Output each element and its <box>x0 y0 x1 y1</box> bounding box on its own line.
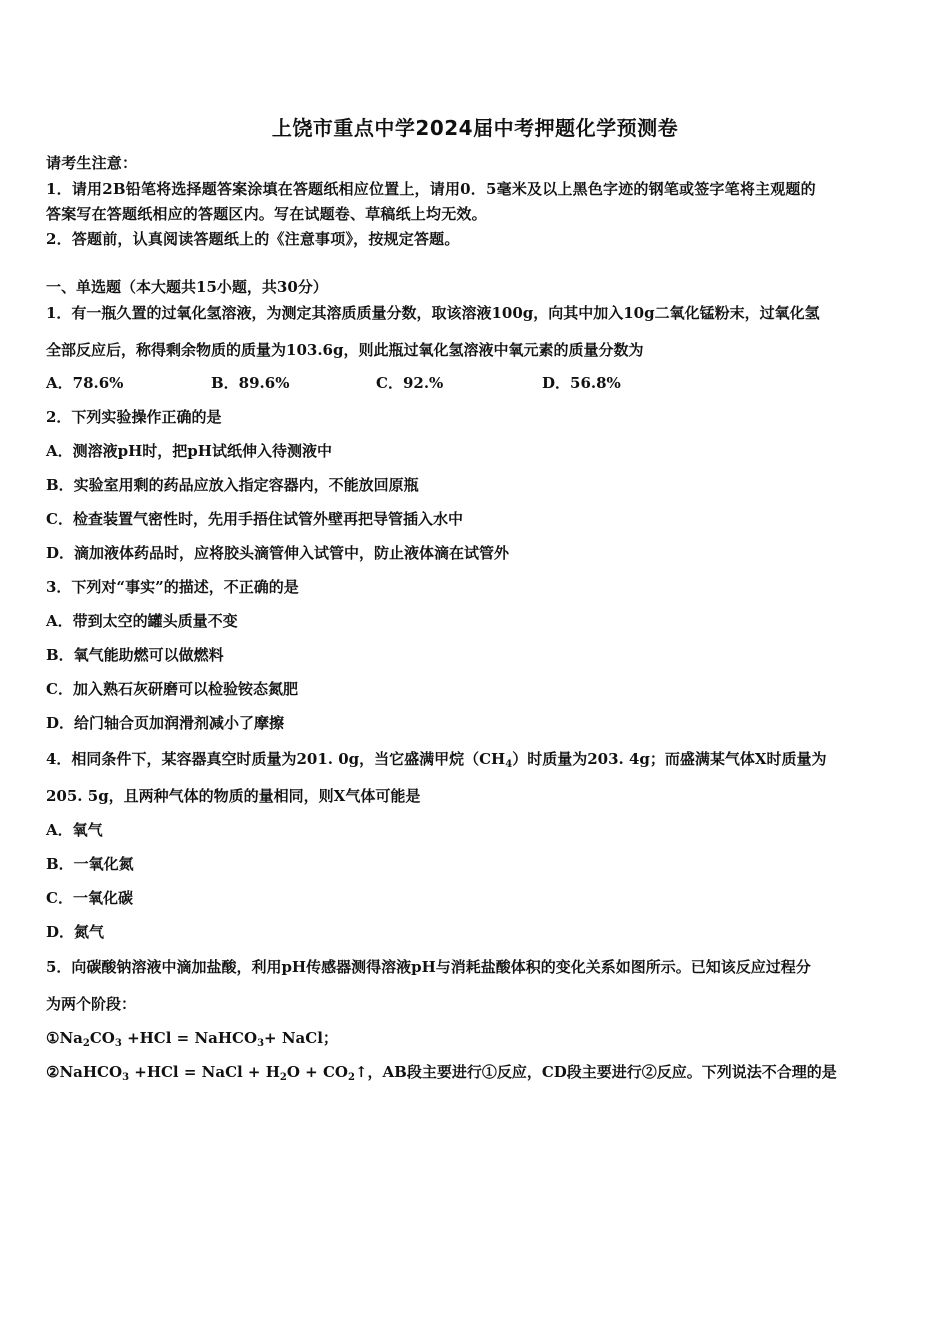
question-3-option-d: D．给门轴合页加润滑剂减小了摩擦 <box>46 714 285 732</box>
eq2-part-3: O + CO <box>286 1063 348 1081</box>
question-1-option-d: D．56.8% <box>542 374 621 392</box>
question-3-option-b: B．氧气能助燃可以做燃料 <box>46 646 224 664</box>
eq2-part-1: ②NaHCO <box>46 1063 123 1081</box>
question-1-stem-line-2: 全部反应后，称得剩余物质的质量为103.6g，则此瓶过氧化氢溶液中氧元素的质量分数为 <box>46 341 644 359</box>
question-1-option-c: C．92.% <box>376 374 444 392</box>
eq2-subscript-3: 2 <box>347 1072 355 1083</box>
eq2-subscript-2: 2 <box>279 1072 287 1083</box>
question-1-stem-line-1: 1．有一瓶久置的过氧化氢溶液，为测定其溶质质量分数，取该溶液100g，向其中加入10g二氧化锰粉末，过氧化氢 <box>46 304 820 322</box>
question-5-equation-1 <box>46 1027 338 1048</box>
question-1-option-a: A．78.6% <box>46 374 124 392</box>
question-3-option-a: A．带到太空的罐头质量不变 <box>46 612 238 630</box>
notice-item-2: 2．答题前，认真阅读答题纸上的《注意事项》，按规定答题。 <box>46 230 460 248</box>
question-4-option-c: C．一氧化碳 <box>46 889 133 907</box>
question-2-option-b: B．实验室用剩的药品应放入指定容器内，不能放回原瓶 <box>46 476 419 494</box>
question-4-line-1-text-post: ）时质量为203. 4g；而盛满某气体X时质量为 <box>512 750 827 768</box>
question-5-stem-line-1: 5．向碳酸钠溶液中滴加盐酸，利用pH传感器测得溶液pH与消耗盐酸体积的变化关系如图所示。已知该反应过程分 <box>46 958 811 976</box>
question-2-option-a: A．测溶液pH时，把pH试纸伸入待测液中 <box>46 442 332 460</box>
question-3-stem: 3．下列对“事实”的描述，不正确的是 <box>46 578 299 596</box>
eq2-part-2: +HCl = NaCl + H <box>129 1063 280 1081</box>
notice-item-1-line-1: 1．请用2B铅笔将选择题答案涂填在答题纸相应位置上，请用0．5毫米及以上黑色字迹的钢笔或签字笔将主观题的 <box>46 180 816 198</box>
eq1-part-4: + NaCl； <box>264 1029 338 1047</box>
question-2-option-d: D．滴加液体药品时，应将胶头滴管伸入试管中，防止液体滴在试管外 <box>46 544 510 562</box>
question-4-option-d: D．氮气 <box>46 923 105 941</box>
page-title: 上饶市重点中学2024届中考押题化学预测卷 <box>271 116 679 140</box>
section-heading: 一、单选题（本大题共15小题，共30分） <box>46 278 328 296</box>
question-5-stem-line-2: 为两个阶段： <box>46 995 137 1013</box>
question-4-stem-line-1 <box>46 748 827 769</box>
notice-heading: 请考生注意： <box>46 154 138 172</box>
eq2-subscript-1: 3 <box>122 1072 130 1083</box>
eq1-subscript-2: 3 <box>114 1038 122 1049</box>
eq2-part-4: ↑，AB段主要进行①反应，CD段主要进行②反应。下列说法不合理的是 <box>354 1063 837 1081</box>
question-2-option-c: C．检查装置气密性时，先用手捂住试管外壁再把导管插入水中 <box>46 510 463 528</box>
notice-item-1-line-2: 答案写在答题纸相应的答题区内。写在试题卷、草稿纸上均无效。 <box>46 205 487 223</box>
question-4-option-b: B．一氧化氮 <box>46 855 134 873</box>
question-1-option-b: B．89.6% <box>211 374 290 392</box>
question-4-stem-line-2: 205. 5g，且两种气体的物质的量相同，则X气体可能是 <box>46 787 421 805</box>
eq1-part-1: ①Na <box>46 1029 83 1047</box>
question-4-ch4-subscript: 4 <box>505 759 513 770</box>
eq1-part-2: CO <box>89 1029 115 1047</box>
question-1-options <box>46 372 906 394</box>
question-4-line-1-text-pre: 4．相同条件下，某容器真空时质量为201. 0g，当它盛满甲烷（CH <box>46 750 506 768</box>
eq1-part-3: +HCl = NaHCO <box>121 1029 258 1047</box>
question-3-option-c: C．加入熟石灰研磨可以检验铵态氮肥 <box>46 680 298 698</box>
question-5-equation-2 <box>46 1061 837 1082</box>
eq1-subscript-1: 2 <box>82 1038 90 1049</box>
eq1-subscript-3: 3 <box>257 1038 265 1049</box>
question-4-option-a: A．氧气 <box>46 821 103 839</box>
question-2-stem: 2．下列实验操作正确的是 <box>46 408 222 426</box>
